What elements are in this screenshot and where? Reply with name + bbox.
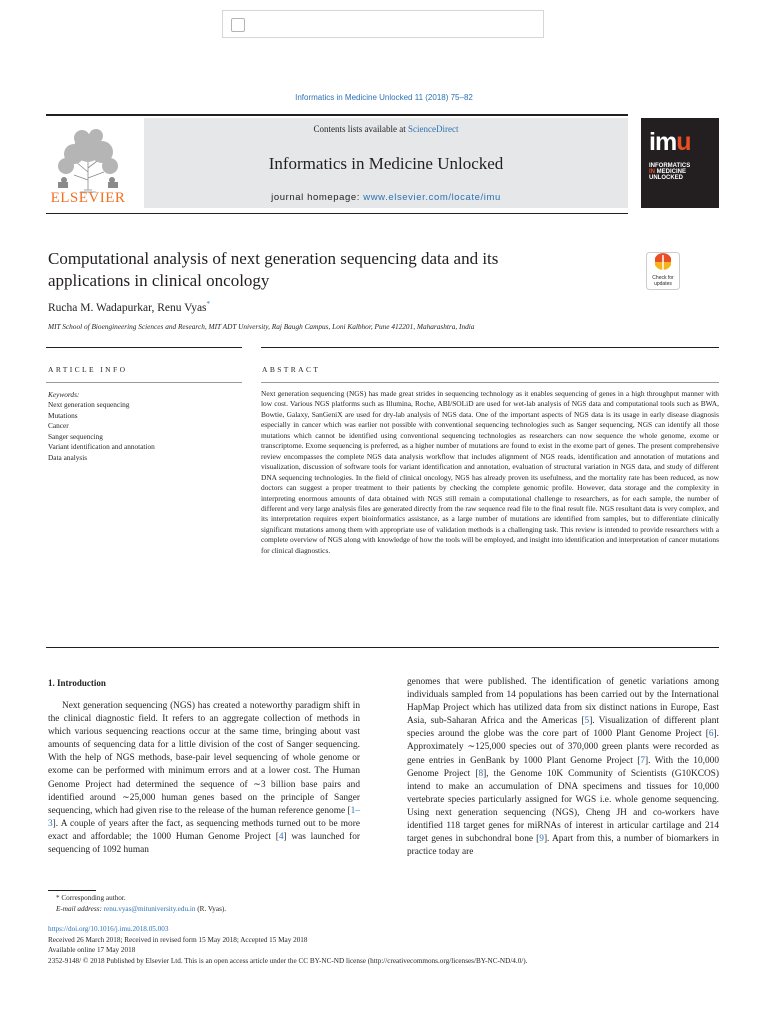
email-link[interactable]: renu.vyas@mituniversity.edu.in [103, 905, 196, 913]
reference-link[interactable]: 1–3 [48, 805, 360, 829]
contents-prefix: Contents lists available at [313, 124, 408, 134]
article-authors [48, 300, 210, 314]
keyword-item: Sanger sequencing [48, 431, 103, 441]
toolbar-checkbox[interactable] [231, 18, 245, 32]
abstract-end-rule [46, 647, 719, 648]
keyword-item: Mutations [48, 410, 78, 420]
title-line2: applications in clinical oncology [48, 271, 270, 290]
keywords-label: Keywords: [48, 390, 80, 399]
corresponding-mark[interactable]: * [206, 300, 211, 308]
cover-line3: UNLOCKED [649, 175, 683, 181]
intro-text: ], the Genome 10K Community of Scientists (G10KCOS) intend to make an accumulation of DNA specimens and tissues for 10,000 vertebrate species particularly assigned for WGS i.e. whole genome sequencing. Using next generation sequencing (NGS), Cheng JH and co-workers have identified 118 target genes for miRNAs of interest in articular cartilage and 214 target genes in subchondral bone [ [407, 768, 719, 845]
elsevier-wordmark[interactable]: ELSEVIER [50, 190, 126, 206]
article-title [48, 248, 608, 292]
doi-link[interactable]: https://doi.org/10.1016/j.imu.2018.05.003 [48, 925, 169, 933]
cover-logo-main: im [649, 128, 677, 156]
abstract-sub-rule [261, 382, 719, 383]
intro-text: Next generation sequencing (NGS) has created a noteworthy paradigm shift in the clinical diagnostic field. It refers to an aggregate collection of methods in which various sequencing reactions occur at the same time, bringing about vast amounts of sequencing data for a little division of the cost of Sanger sequencing. With the help of NGS methods, base-pair level sequencing of whole genome or exome can be performed with minimum errors and at a lower cost. The Human Genome Project had determined the sequence of ∼3 billion base pairs and identified around ∼25,000 human genes based on the principle of Sanger sequencing, which had given rise to the release of the human reference genome [ [48, 701, 360, 816]
keyword-item: Cancer [48, 421, 69, 430]
intro-text: ]. Visualization of different plant species around the globe was the core part of 1000 Plant Genome Project [ [407, 716, 719, 740]
intro-column-right [407, 676, 719, 859]
homepage-prefix: journal homepage: [271, 192, 364, 203]
journal-cover[interactable] [641, 118, 719, 208]
sciencedirect-link[interactable]: ScienceDirect [408, 124, 459, 134]
email-label: E-mail address: [56, 905, 104, 913]
footnote-corresponding-text: Corresponding author. [61, 894, 126, 902]
section-heading-introduction: 1. Introduction [48, 678, 106, 688]
article-info-heading: ARTICLE INFO [48, 365, 128, 374]
journal-citation[interactable]: Informatics in Medicine Unlocked 11 (2018) 75–82 [295, 93, 473, 102]
contents-line [144, 124, 628, 134]
online-date: Available online 17 May 2018 [48, 946, 136, 954]
article-dates: Received 26 March 2018; Received in revised form 15 May 2018; Accepted 15 May 2018 [48, 936, 308, 944]
journal-title: Informatics in Medicine Unlocked [268, 154, 504, 173]
viewer-toolbar [222, 10, 544, 38]
homepage-link[interactable]: www.elsevier.com/locate/imu [363, 192, 501, 203]
cover-line1: INFORMATICS [649, 163, 691, 169]
cover-line2: MEDICINE [655, 169, 687, 175]
keyword-item: Variant identification and annotation [48, 442, 155, 451]
intro-text: ]. With the 10,000 Genome Project [ [407, 755, 719, 779]
intro-text: genomes that were published. The identification of genetic variations among individuals sampled from 14 populations has been carried out by the International HapMap Project which has utilized data from six distinct nations in Europe, East Asia, sub-Saharan Africa and the Americas [ [407, 677, 719, 727]
reference-link[interactable]: 6 [708, 729, 714, 740]
abstract-text: Next generation sequencing (NGS) has made great strides in sequencing technology as it enables sequencing of genes in a high throughput manner with low cost. Various NGS platforms such as Illumina, Roche, ABI/SOLiD are used for wet-lab analysis of NGS data and computational tools such as BWA, Bowtie, Galaxy, SanGeniX are used for dry-lab analysis of NGS data. One of the important aspects of NGS data is its usage in early disease diagnosis especially in cancer which was earlier not possible with conventional sequencing technologies such as Sanger sequencing, NGS can identify all those mutations which cannot be identified using conventional sequencing technologies as researchers can now sequence the whole genome, exome or transcriptome. Exome sequencing is preferred, as a higher number of mutations are found to exist in the exome part of genes. The present comprehensive review encompasses the complete NGS data analysis workflow that includes alignment of NGS reads, identification and annotation of mutations and visualization, discussion of software tools for variant identification and annotation, evaluation of structural variation in NGS data, and study of different DNA sequencing technologies. In the field of clinical oncology, NGS has already proven its usefulness, and the mortality rate has been reduced, as now doctors can suggest a proper treatment to their patients by checking the complete genomic profile. However, data storage and the complexity in interpreting enormous amounts of data obtained with NGS still remain a computational challenge to researchers, as for each sample, the number of different and very large analysis files are generated directly from the raw sequence read file to the final result file. NGS resultant data is very complex, and its interpretation requires expert bioinformatics assistance, as a large number of mutations are identified from samples, but to differentiate clinically significant mutations among them with appropriate use of validation methods is a challenging task. This review is intended to provide researchers with a complete overview of NGS along with knowledge of how the tools will be employed, and insight into identification and interpretation of cancer mutations for clinical diagnostics. [261, 389, 719, 555]
cover-logo [649, 128, 690, 157]
intro-column-left [48, 700, 360, 857]
footnote-mark: * [56, 894, 60, 902]
cover-line2-accent: IN [649, 169, 655, 175]
badge-line2: updates [654, 281, 672, 287]
header-rule [46, 114, 628, 116]
reference-link[interactable]: 7 [640, 755, 646, 766]
email-suffix: (R. Vyas). [195, 905, 227, 913]
reference-link[interactable]: 9 [539, 834, 544, 845]
footnote-email [56, 905, 226, 913]
keyword-item: Next generation sequencing [48, 400, 130, 409]
masthead-rule [46, 213, 628, 214]
cover-logo-accent: u [676, 128, 691, 156]
cover-text [649, 163, 713, 181]
badge-line1: Check for [652, 275, 674, 281]
title-line1: Computational analysis of next generation sequencing data and its [48, 249, 499, 268]
intro-text: ] was launched for sequencing of 1092 human [48, 831, 360, 856]
footnote-rule [48, 890, 96, 891]
article-info-rule [46, 347, 242, 348]
abstract-heading: ABSTRACT [262, 365, 321, 374]
intro-text: ]. A couple of years after the fact, as sequencing methods turned out to be more exact and affordable; the 1000 Human Genome Project [ [48, 818, 360, 842]
keyword-item: Data analysis [48, 452, 88, 462]
author-names: Rucha M. Wadapurkar, Renu Vyas [48, 301, 207, 314]
reference-link[interactable]: 8 [478, 768, 484, 779]
keywords-rule [46, 382, 242, 383]
reference-link[interactable]: 4 [278, 831, 284, 842]
author-affiliation: MIT School of Bioengineering Sciences and Research, MIT ADT University, Raj Baugh Campus, Loni Kalbhor, Pune 412201, Maharashtra, India [48, 322, 475, 331]
journal-homepage [144, 192, 628, 203]
intro-text: ]. Apart from this, a number of biomarkers in practice today are [407, 834, 719, 858]
license-statement: 2352-9148/ © 2018 Published by Elsevier Ltd. This is an open access article under the CC BY-NC-ND license (http://creativecommons.org/licenses/BY-NC-ND/4.0/). [48, 957, 528, 965]
reference-link[interactable]: 5 [584, 716, 590, 727]
abstract-rule [261, 347, 719, 348]
journal-masthead [144, 118, 628, 208]
footnote-corresponding [56, 894, 126, 902]
check-for-updates-icon[interactable] [646, 252, 680, 290]
keyword-list [48, 400, 155, 463]
intro-text: ]. Approximately ∼125,000 species out of 370,000 green plants were recorded as gene entries in GenBank by 1000 Plant Genome Project [ [407, 729, 719, 766]
